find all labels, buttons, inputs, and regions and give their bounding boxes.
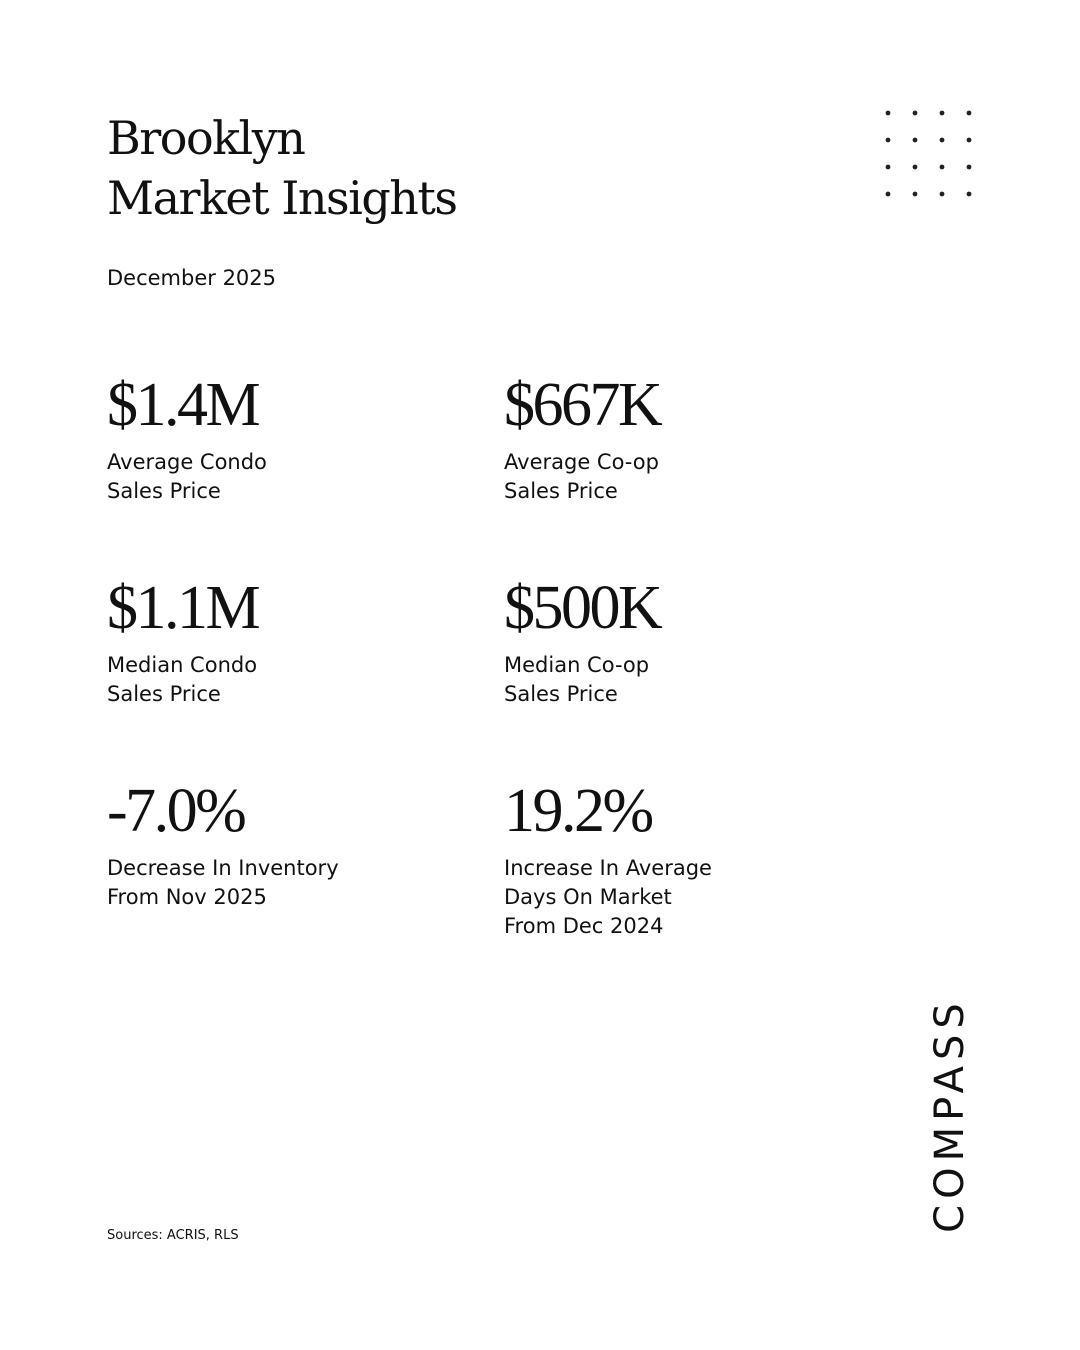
title-line-1: Brooklyn	[107, 111, 305, 165]
stat-median-condo-price	[107, 574, 487, 709]
stat-value: $500K	[504, 574, 661, 642]
stat-label-line: Sales Price	[107, 682, 221, 706]
stat-average-coop-price	[504, 371, 884, 506]
stat-label	[107, 651, 487, 709]
stat-label-line: Median Co-op	[504, 653, 650, 677]
sources-note: Sources: ACRIS, RLS	[107, 1228, 239, 1243]
stat-label-line: Days On Market	[504, 885, 672, 909]
stat-label-line: Decrease In Inventory	[107, 856, 339, 880]
compass-logo	[926, 988, 974, 1242]
stat-label	[107, 854, 487, 912]
stat-average-condo-price	[107, 371, 487, 506]
stat-label-line: Average Condo	[107, 450, 267, 474]
stat-median-coop-price	[504, 574, 884, 709]
stat-value: -7.0%	[107, 777, 245, 845]
title-line-2: Market Insights	[107, 171, 457, 225]
report-date: December 2025	[107, 266, 277, 290]
stat-value: $667K	[504, 371, 661, 439]
page-title	[107, 108, 457, 228]
stat-label-line: Average Co-op	[504, 450, 659, 474]
stat-label-line: Sales Price	[504, 479, 618, 503]
stat-label	[504, 854, 884, 941]
dot-grid-icon	[883, 108, 975, 200]
stat-label-line: From Nov 2025	[107, 885, 267, 909]
stat-label-line: Sales Price	[107, 479, 221, 503]
stat-value: $1.4M	[107, 371, 259, 439]
stat-days-on-market-change	[504, 777, 884, 941]
stat-inventory-change	[107, 777, 487, 912]
stat-label	[107, 448, 487, 506]
stat-value: $1.1M	[107, 574, 259, 642]
stat-label	[504, 448, 884, 506]
stat-label-line: Increase In Average	[504, 856, 712, 880]
stat-label-line: From Dec 2024	[504, 914, 664, 938]
stat-label	[504, 651, 884, 709]
logo-wordmark: COMPASS	[927, 997, 973, 1233]
stat-label-line: Median Condo	[107, 653, 258, 677]
stat-value: 19.2%	[504, 777, 652, 845]
stat-label-line: Sales Price	[504, 682, 618, 706]
